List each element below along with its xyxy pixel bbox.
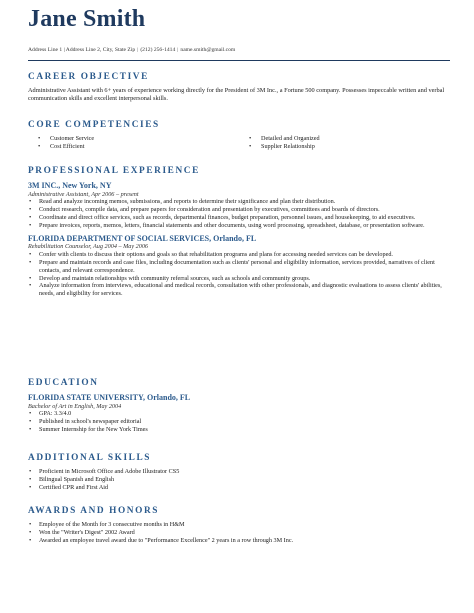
list-item: • Detailed and Organized	[239, 135, 450, 143]
contact-separator: |	[137, 47, 139, 53]
section-title: CORE COMPETENCIES	[28, 120, 160, 130]
list-item: • Won the "Writer's Digest" 2002 Award	[28, 529, 450, 537]
awards-section	[28, 506, 450, 545]
education-entry	[28, 393, 450, 434]
list-item: • Summer Internship for the New York Times	[28, 426, 450, 434]
list-item: • Read and analyze incoming memos, submissions, and reports to determine their significance and plan their distribution.	[28, 198, 450, 206]
contact-separator: |	[177, 47, 179, 53]
job-company: FLORIDA DEPARTMENT OF SOCIAL SERVICES, Orlando, FL	[28, 233, 257, 243]
list-item: • Awarded an employee travel award due to "Performance Excellence" 2 years in a row through 3M Inc.	[28, 537, 450, 545]
list-item: • Coordinate and direct office services, such as records, departmental finances, budget preparation, personnel issues, and housekeeping, to aid executives.	[28, 214, 450, 222]
list-item: • Employee of the Month for 3 consecutive months in H&M	[28, 521, 450, 529]
list-item: • Analyze information from interviews, educational and medical records, consultation with other professionals, and diagnostic evaluations to assess clients' abilities, needs, and eligibility for services.	[28, 282, 450, 298]
competencies-section	[28, 120, 450, 151]
degree: Bachelor of Art in English, May 2004	[28, 402, 122, 410]
job-entry	[28, 181, 450, 230]
list-item: • Supplier Relationship	[239, 143, 450, 151]
list-item: • Prepare invoices, reports, memos, letters, financial statements and other documents, using word processing, spreadsheet, database, or presentation software.	[28, 222, 450, 230]
section-title: ADDITIONAL SKILLS	[28, 453, 152, 463]
competencies-left	[28, 135, 239, 151]
objective-text: Administrative Assistant with 6+ years of experience working directly for the President of 3M Inc., a Fortune 500 company. Possesses impeccable written and verbal communication skills and excellent interpersonal skills.	[28, 87, 445, 103]
contact-phone: (212) 256-1414	[140, 47, 176, 53]
header-divider	[28, 60, 450, 61]
contact-line	[28, 47, 235, 53]
list-item: • Proficient in Microsoft Office and Adobe Illustrator CS5	[28, 468, 450, 476]
education-section	[28, 378, 450, 434]
section-title: EDUCATION	[28, 378, 99, 388]
section-title: PROFESSIONAL EXPERIENCE	[28, 166, 200, 176]
list-item: • Conduct research, compile data, and prepare papers for consideration and presentation by executives, committees and boards of directors.	[28, 206, 450, 214]
list-item: • Published in school's newspaper editorial	[28, 418, 450, 426]
job-company: 3M INC., New York, NY	[28, 181, 112, 190]
contact-email[interactable]: name.smith@gmail.com	[180, 47, 236, 53]
school-name: FLORIDA STATE UNIVERSITY, Orlando, FL	[28, 393, 191, 402]
section-title: AWARDS AND HONORS	[28, 506, 160, 516]
list-item: • Confer with clients to discuss their options and goals so that rehabilitation programs and plans for accessing needed services can be developed.	[28, 251, 450, 259]
list-item: • Customer Service	[28, 135, 239, 143]
candidate-name: Jane Smith	[28, 6, 146, 32]
list-item: • Certified CPR and First Aid	[28, 484, 450, 492]
competencies-grid	[28, 135, 450, 151]
list-item: • Bilingual Spanish and English	[28, 476, 450, 484]
list-item: • Develop and maintain relationships with community referral sources, such as schools and community groups.	[28, 275, 450, 283]
competencies-right	[239, 135, 450, 151]
list-item: • GPA: 3.3/4.0	[28, 410, 450, 418]
skills-section	[28, 453, 450, 492]
job-role: Administrative Assistant, Apr 2006 – present	[28, 190, 139, 198]
list-item: • Cost Efficient	[28, 143, 239, 151]
contact-address: Address Line 1 | Address Line 2, City, State Zip	[28, 47, 136, 53]
job-role: Rehabilitation Counselor, Aug 2004 – May 2006	[28, 243, 149, 251]
section-title: CAREER OBJECTIVE	[28, 72, 149, 82]
objective-section	[28, 72, 450, 104]
experience-section	[28, 166, 450, 298]
list-item: • Prepare and maintain records and case files, including documentation such as clients' personal and eligibility information, services provided, narratives of client contacts, and relevant correspondence.	[28, 259, 450, 275]
job-entry	[28, 234, 450, 299]
